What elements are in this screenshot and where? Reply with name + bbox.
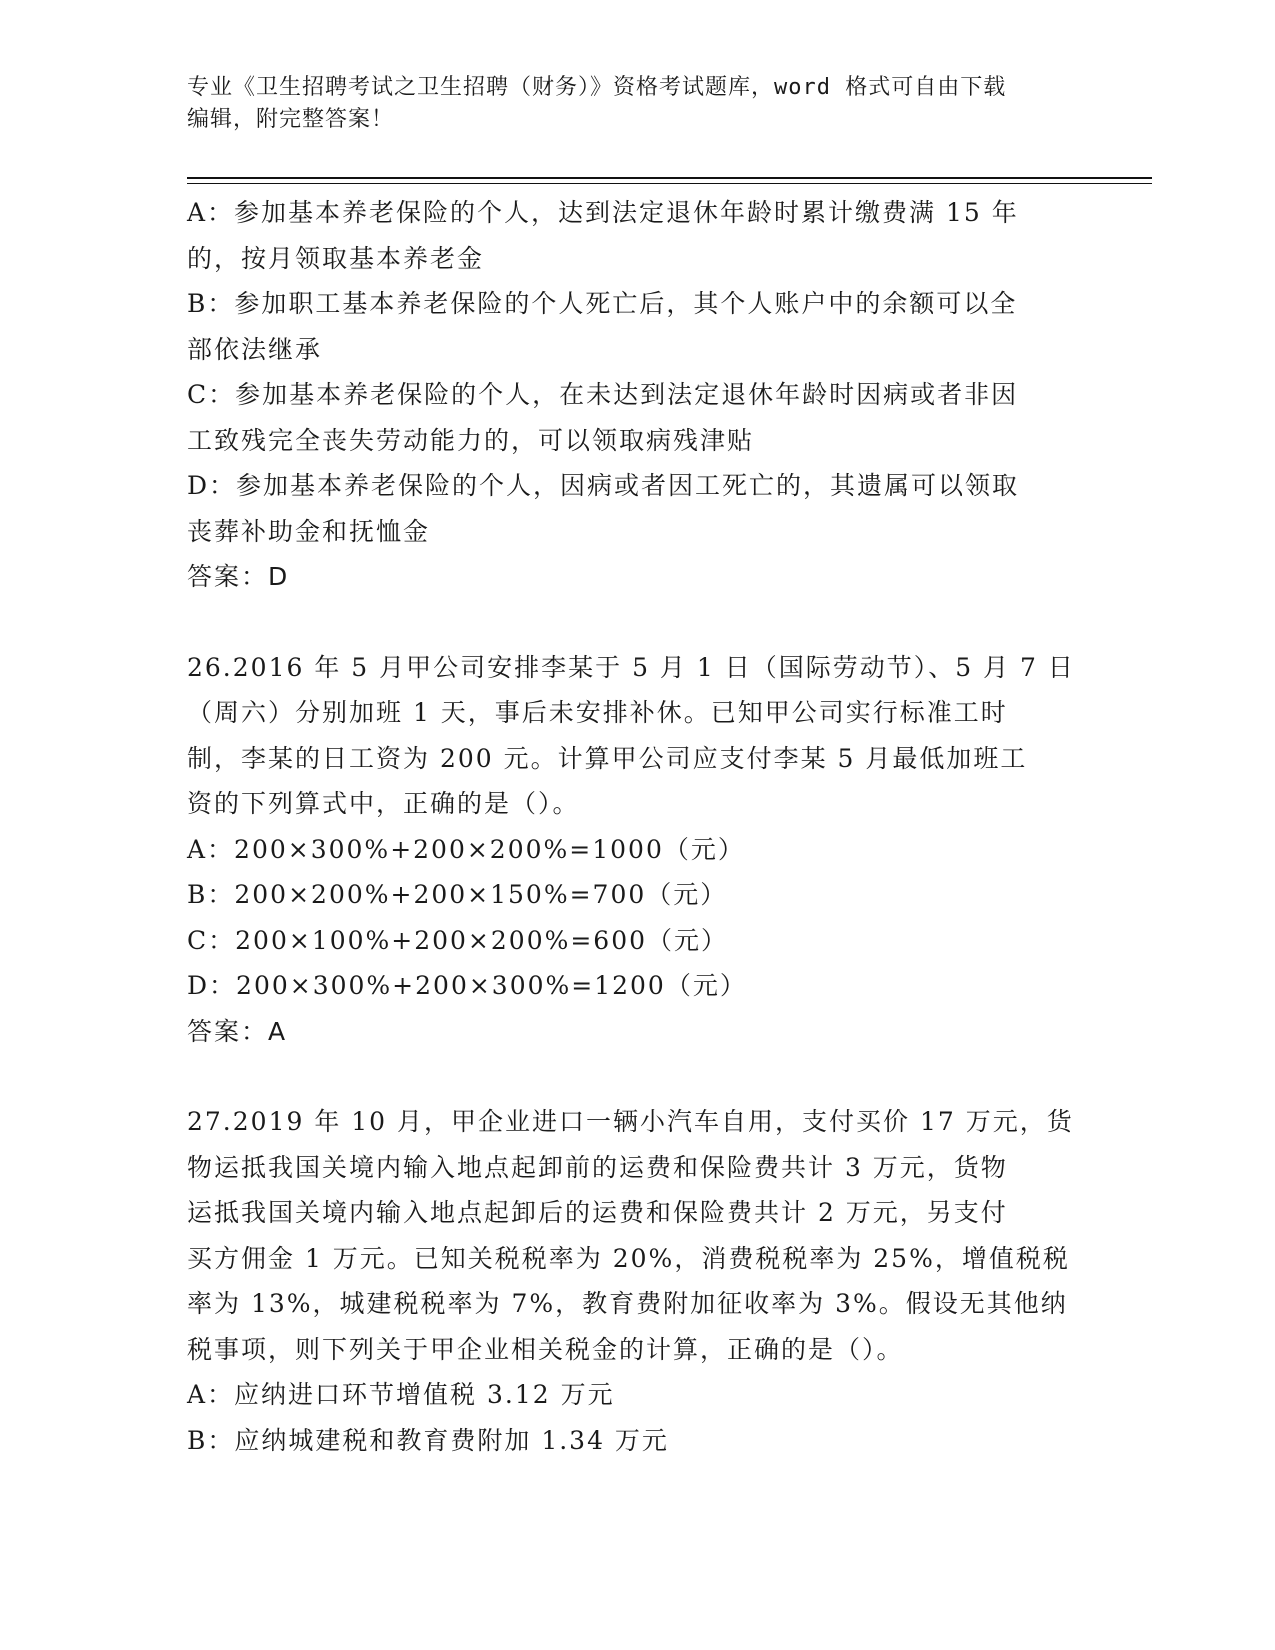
- header-line-1: 专业《卫生招聘考试之卫生招聘（财务）》资格考试题库，word 格式可自由下载: [187, 75, 1007, 100]
- section-spacer: [187, 600, 1087, 645]
- q26-answer: 答案：A: [187, 1016, 288, 1046]
- q26-stem-line-2: （周六）分别加班 1 天，事后未安排补休。已知甲公司实行标准工时: [187, 698, 1008, 727]
- q25-option-d-line-1: D：参加基本养老保险的个人，因病或者因工死亡的，其遗属可以领取: [187, 471, 1020, 500]
- q26-stem-line-3: 制，李某的日工资为 200 元。计算甲公司应支付李某 5 月最低加班工: [187, 743, 1028, 773]
- q27-stem-line-6: 税事项，则下列关于甲企业相关税金的计算，正确的是（）。: [187, 1334, 904, 1364]
- document-header: [187, 72, 1067, 136]
- q25-option-d-line-2: 丧葬补助金和抚恤金: [187, 516, 431, 546]
- document-body: [187, 190, 1087, 1463]
- question-26: [187, 645, 1087, 1009]
- q27-stem-line-5: 率为 13%，城建税税率为 7%，教育费附加征收率为 3%。假设无其他纳: [187, 1289, 1068, 1318]
- q25-option-a-line-2: 的，按月领取基本养老金: [187, 243, 485, 273]
- q27-stem-line-1: 27.2019 年 10 月，甲企业进口一辆小汽车自用，支付买价 17 万元，货: [187, 1107, 1074, 1136]
- q25-option-b-line-2: 部依法继承: [187, 334, 323, 364]
- q25-option-c-line-1: C：参加基本养老保险的个人，在未达到法定退休年龄时因病或者非因: [187, 380, 1019, 409]
- q27-stem-line-3: 运抵我国关境内输入地点起卸后的运费和保险费共计 2 万元，另支付: [187, 1198, 1008, 1227]
- q27-stem-line-4: 买方佣金 1 万元。已知关税税率为 20%，消费税税率为 25%，增值税税: [187, 1243, 1070, 1273]
- q25-option-b-line-1: B：参加职工基本养老保险的个人死亡后，其个人账户中的余额可以全: [187, 289, 1018, 318]
- q25-option-c-line-2: 工致残完全丧失劳动能力的，可以领取病残津贴: [187, 425, 755, 455]
- q25-answer: 答案：D: [187, 562, 290, 591]
- q26-option-a: A：200×300%+200×200%=1000（元）: [187, 834, 745, 864]
- q26-stem-line-4: 资的下列算式中，正确的是（）。: [187, 789, 580, 818]
- q27-stem-line-2: 物运抵我国关境内输入地点起卸前的运费和保险费共计 3 万元，货物: [187, 1152, 1008, 1182]
- q27-option-a: A：应纳进口环节增值税 3.12 万元: [187, 1380, 615, 1409]
- header-rule-thin: [187, 183, 1152, 184]
- q25-option-a-line-1: A：参加基本养老保险的个人，达到法定退休年龄时累计缴费满 15 年: [187, 198, 1019, 227]
- q26-option-b: B：200×200%+200×150%=700（元）: [187, 880, 728, 909]
- header-rule-thick: [187, 177, 1152, 179]
- section-spacer: [187, 1054, 1087, 1099]
- q27-option-b: B：应纳城建税和教育费附加 1.34 万元: [187, 1425, 669, 1455]
- question-25-options: [187, 190, 1087, 554]
- header-line-2: 编辑，附完整答案！: [187, 107, 395, 132]
- q26-option-c: C：200×100%+200×200%=600（元）: [187, 925, 729, 955]
- q26-option-d: D：200×300%+200×300%=1200（元）: [187, 971, 747, 1000]
- question-27: [187, 1099, 1087, 1463]
- q26-stem-line-1: 26.2016 年 5 月甲公司安排李某于 5 月 1 日（国际劳动节）、5 月 7 日: [187, 652, 1075, 682]
